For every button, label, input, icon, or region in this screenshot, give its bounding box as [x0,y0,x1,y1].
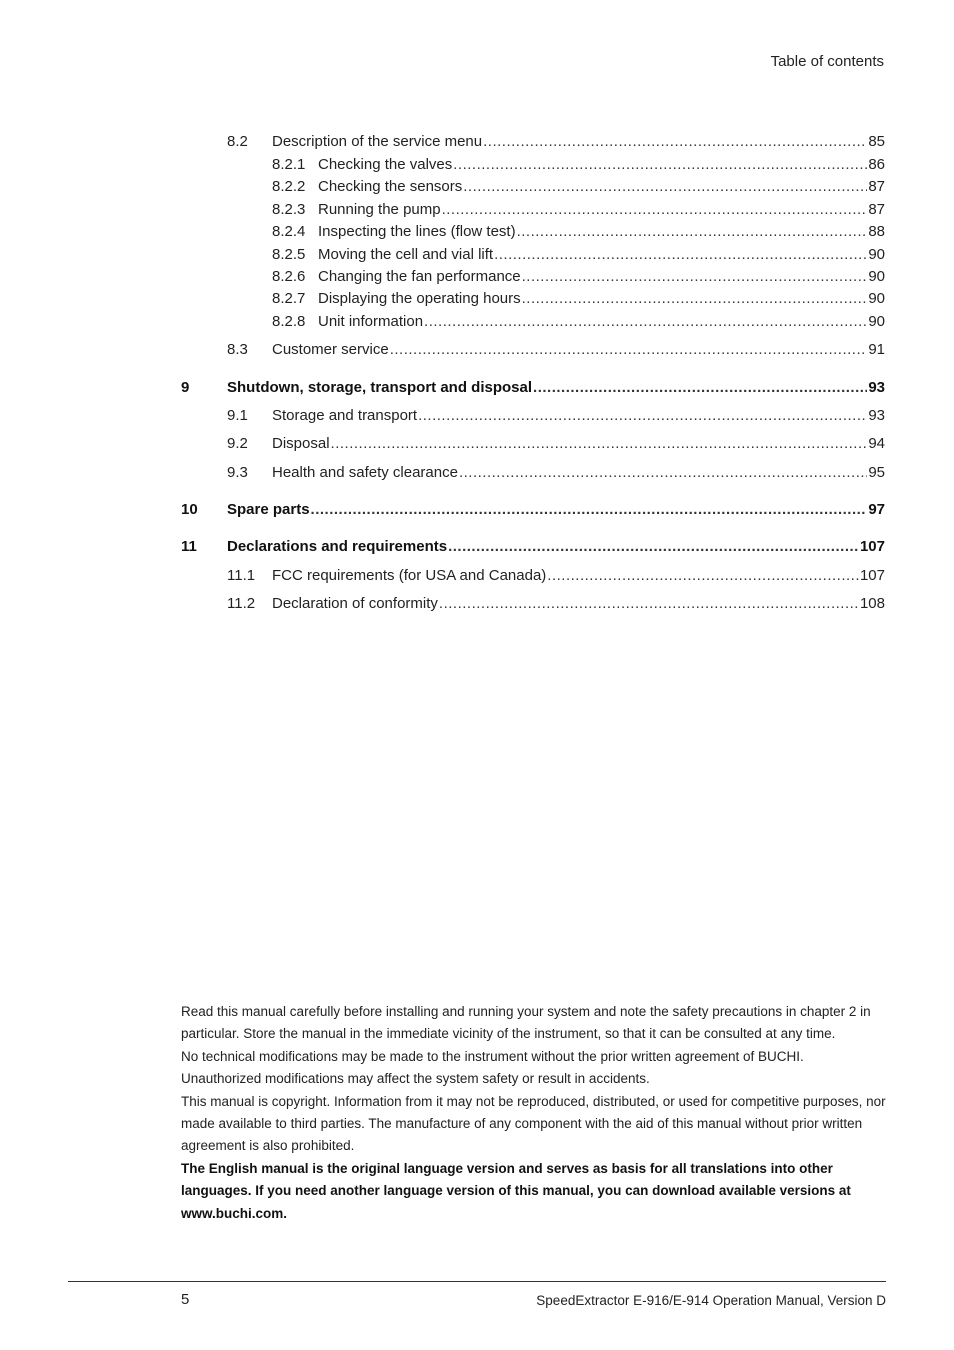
toc-entry-line [318,267,885,287]
dot-leader [448,537,859,557]
toc-entry[interactable] [0,594,954,614]
toc-entry[interactable] [0,132,954,152]
toc-entry[interactable] [0,245,954,265]
toc-entry[interactable] [0,463,954,483]
toc-entry-number: 8.3 [227,341,248,358]
toc-entry-page: 87 [868,178,885,195]
dot-leader [311,500,868,520]
toc-entry-page: 107 [859,538,885,555]
toc-entry-page: 91 [868,341,885,358]
page-number: 5 [181,1291,190,1308]
toc-entry-title: Checking the sensors [318,178,463,195]
footer-document-title: SpeedExtractor E-916/E-914 Operation Manual, Version D [536,1293,886,1308]
toc-entry-page: 90 [868,246,885,263]
toc-entry-line [272,566,885,586]
toc-entry-line [318,200,885,220]
toc-entry-page: 93 [868,379,885,396]
toc-entry[interactable] [0,566,954,586]
toc-entry-page: 86 [868,156,885,173]
toc-entry-line [318,312,885,332]
toc-entry-title: Shutdown, storage, transport and disposal [227,379,533,396]
toc-entry-page: 107 [859,567,885,584]
toc-entry-page: 95 [868,464,885,481]
toc-entry-page: 88 [868,223,885,240]
toc-entry-line [227,500,885,520]
toc-entry-title: Running the pump [318,201,441,218]
toc-entry-line [272,340,885,360]
toc-entry[interactable] [0,177,954,197]
dot-leader [439,594,859,614]
toc-entry-page: 90 [868,268,885,285]
toc-entry-line [272,434,885,454]
dot-leader [453,155,867,175]
toc-entry-page: 108 [859,595,885,612]
dot-leader [494,245,867,265]
running-header: Table of contents [770,53,884,70]
toc-entry-title: FCC requirements (for USA and Canada) [272,567,547,584]
toc-entry[interactable] [0,312,954,332]
dot-leader [331,434,868,454]
toc-entry-line [318,245,885,265]
toc-entry-number: 8.2.5 [272,246,306,263]
toc-entry-title: Description of the service menu [272,133,483,150]
dot-leader [442,200,868,220]
toc-entry-title: Declaration of conformity [272,595,438,612]
toc-entry[interactable] [0,200,954,220]
toc-entry-line [318,155,885,175]
toc-entry-title: Displaying the operating hours [318,290,521,307]
toc-entry-title: Customer service [272,341,389,358]
toc-entry-page: 85 [868,133,885,150]
footer-divider [68,1281,886,1282]
toc-entry-line [272,132,885,152]
toc-entry[interactable] [0,289,954,309]
dot-leader [483,132,867,152]
toc-entry-title: Health and safety clearance [272,464,458,481]
toc-entry-number: 8.2.7 [272,290,306,307]
toc-entry-line [272,463,885,483]
toc-entry[interactable] [0,340,954,360]
dot-leader [547,566,859,586]
toc-entry-number: 9.2 [227,435,248,452]
toc-entry-number: 10 [181,501,198,518]
toc-entry-title: Inspecting the lines (flow test) [318,223,516,240]
toc-entry-line [272,406,885,426]
toc-entry-number: 11 [181,538,197,555]
toc-entry-number: 8.2.1 [272,156,306,173]
toc-entry[interactable] [0,155,954,175]
toc-entry-title: Moving the cell and vial lift [318,246,494,263]
toc-entry-page: 93 [868,407,885,424]
toc-chapter-entry[interactable] [0,500,954,520]
toc-entry-title: Changing the fan performance [318,268,521,285]
toc-entry-line [318,177,885,197]
toc-entry-page: 90 [868,313,885,330]
toc-entry-page: 97 [868,501,885,518]
toc-entry[interactable] [0,406,954,426]
dot-leader [463,177,867,197]
dot-leader [390,340,868,360]
dot-leader [459,463,867,483]
notice-paragraph: This manual is copyright. Information from it may not be reproduced, distributed, or used for competitive purposes, nor made available to third parties. The manufacture of any component with the aid of this manual without prior written agreement is also prohibited. [181,1093,886,1154]
dot-leader [522,267,868,287]
toc-entry-title: Checking the valves [318,156,453,173]
toc-entry-number: 8.2.2 [272,178,306,195]
toc-entry-number: 9.1 [227,407,248,424]
toc-entry-title: Unit information [318,313,424,330]
toc-entry[interactable] [0,267,954,287]
dot-leader [418,406,867,426]
dot-leader [522,289,868,309]
toc-entry[interactable] [0,222,954,242]
toc-entry-title: Disposal [272,435,330,452]
toc-entry-number: 8.2.6 [272,268,306,285]
dot-leader [533,378,867,398]
notice-paragraph: Read this manual carefully before installing and running your system and note the safety precautions in chapter 2 in particular. Store the manual in the immediate vicinity of the instrument, so that it can be consulted at any time. [181,1004,871,1042]
toc-entry-number: 8.2.4 [272,223,306,240]
notice-paragraph-bold: The English manual is the original language version and serves as basis for all translations into other languages. If you need another language version of this manual, you can download available versions at www.buchi.com. [181,1160,851,1221]
toc-chapter-entry[interactable] [0,537,954,557]
toc-entry-page: 87 [868,201,885,218]
toc-entry[interactable] [0,434,954,454]
dot-leader [424,312,867,332]
toc-entry-line [227,537,885,557]
toc-entry-line [227,378,885,398]
toc-entry-number: 11.2 [227,595,256,612]
toc-entry-number: 8.2 [227,133,248,150]
toc-entry-number: 8.2.8 [272,313,306,330]
toc-entry-line [318,222,885,242]
toc-entry-line [318,289,885,309]
toc-entry-number: 11.1 [227,567,256,584]
manual-notice [181,1001,887,1225]
toc-entry-number: 9 [181,379,190,396]
dot-leader [517,222,868,242]
toc-entry-page: 94 [868,435,885,452]
toc-entry-number: 8.2.3 [272,201,306,218]
toc-entry-page: 90 [868,290,885,307]
toc-entry-title: Declarations and requirements [227,538,448,555]
toc-entry-number: 9.3 [227,464,248,481]
toc-entry-title: Spare parts [227,501,310,518]
notice-paragraph: No technical modifications may be made to the instrument without the prior written agreement of BUCHI. Unauthorized modifications may affect the system safety or result in accidents. [181,1048,804,1087]
toc-entry-title: Storage and transport [272,407,418,424]
toc-chapter-entry[interactable] [0,378,954,398]
toc-entry-line [272,594,885,614]
